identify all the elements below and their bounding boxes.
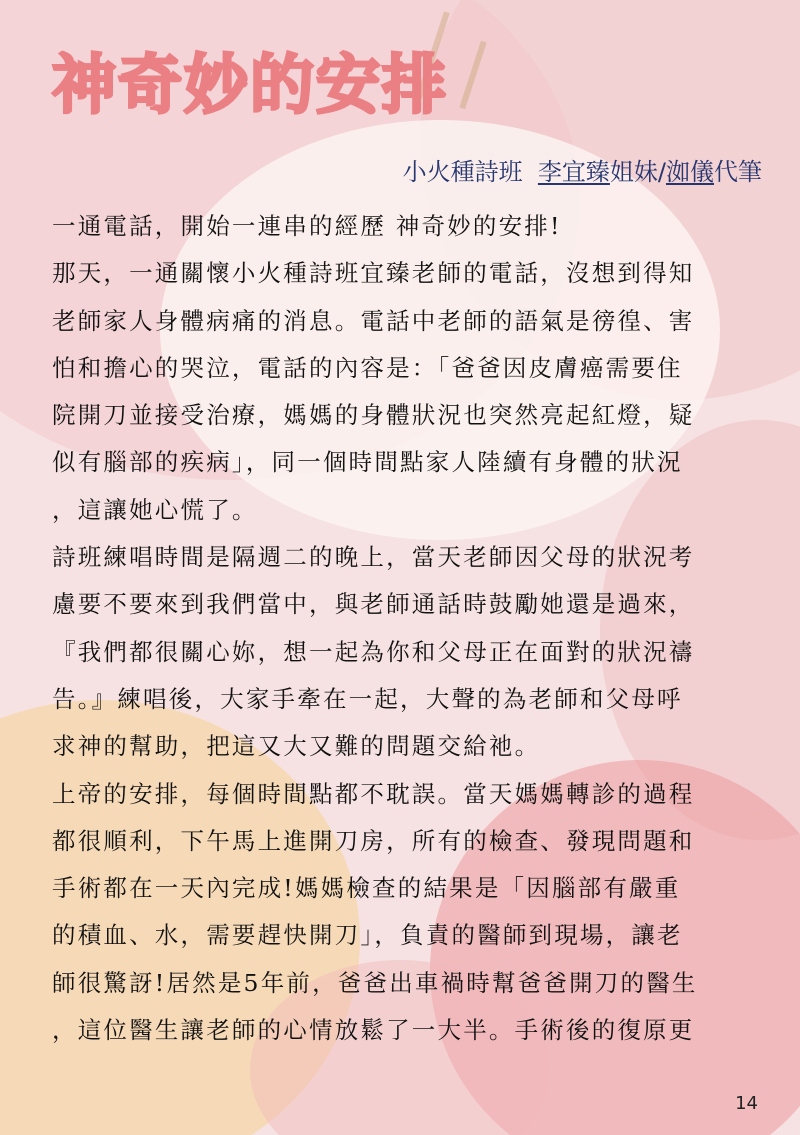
byline-class: 小火種詩班	[402, 158, 523, 186]
article-body	[52, 203, 768, 1054]
page-number: 14	[735, 1093, 758, 1114]
byline-author-relation: 姐妹/	[609, 158, 666, 186]
body-line: 『我們都很關心妳，想一起為你和父母正在面對的狀況禱	[52, 637, 695, 666]
page-title: 神奇妙的安排	[52, 49, 448, 123]
body-line: 一通電話，開始一連串的經歷 神奇妙的安排!	[52, 212, 562, 240]
body-line: 手術都在一天內完成!媽媽檢查的結果是「因腦部有嚴重	[52, 874, 681, 903]
body-line: 老師家人身體病痛的消息。電話中老師的語氣是徬徨、害	[52, 306, 695, 335]
body-line: 怕和擔心的哭泣，電話的內容是：「爸爸因皮膚癌需要住	[52, 353, 683, 382]
body-line: 師很驚訝!居然是5年前，爸爸出車禍時幫爸爸開刀的醫生	[52, 968, 698, 997]
byline-scribe-suffix: 代筆	[714, 158, 762, 186]
body-line: 詩班練唱時間是隔週二的晚上，當天老師因父母的狀況考	[52, 543, 695, 572]
body-line: ，這位醫生讓老師的心情放鬆了一大半。手術後的復原更	[52, 1016, 695, 1045]
byline	[403, 155, 762, 189]
body-line: 那天，一通關懷小火種詩班宜臻老師的電話，沒想到得知	[52, 259, 695, 288]
body-line: ，這讓她心慌了。	[52, 495, 258, 524]
body-line: 慮要不要來到我們當中，與老師通話時鼓勵她還是過來，	[52, 590, 695, 619]
byline-scribe-name: 洳儀	[666, 158, 714, 186]
body-line: 求神的幫助，把這又大又難的問題交給祂。	[52, 732, 541, 761]
byline-author-name: 李宜臻	[537, 158, 610, 186]
body-line: 上帝的安排，每個時間點都不耽誤。當天媽媽轉診的過程	[52, 779, 695, 808]
body-line: 似有腦部的疾病」，同一個時間點家人陸續有身體的狀況	[52, 448, 683, 477]
body-line: 院開刀並接受治療，媽媽的身體狀況也突然亮起紅燈，疑	[52, 401, 695, 430]
body-line: 都很順利，下午馬上進開刀房，所有的檢查、發現問題和	[52, 826, 695, 855]
body-line: 告。』練唱後，大家手牽在一起，大聲的為老師和父母呼	[52, 684, 683, 713]
body-line: 的積血、水，需要趕快開刀」，負責的醫師到現場，讓老	[52, 921, 683, 950]
